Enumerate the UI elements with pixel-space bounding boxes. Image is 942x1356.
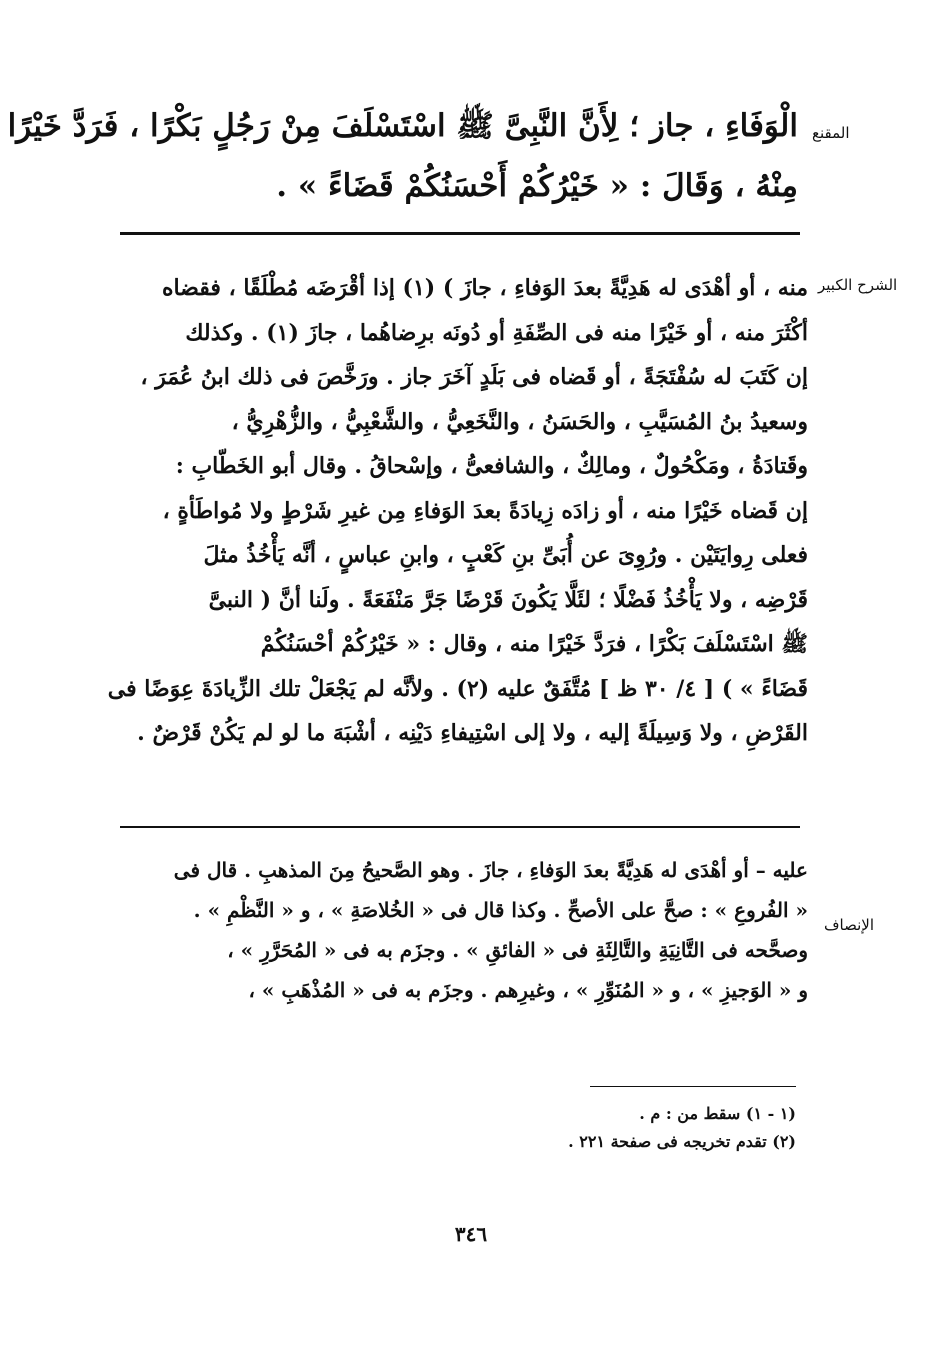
sharh-line: ﷺ اسْتَسْلَفَ بَكْرًا ، فرَدَّ خَيْرًا منه ، وقال : « خَيْرُكُمْ أحْسَنُكُمْ [260, 631, 808, 657]
sharh-line: قَرْضِه ، ولا يَأْخُذُ فَضْلًا ؛ لئَلَّا يَكُونَ قَرْضًا جَرَّ مَنْفَعَةً . ولَنا أنَّ ( النبىَّ [208, 586, 808, 613]
footnote-1: (١ - ١) سقط من : م . [639, 1104, 796, 1123]
sharh-line: فعلى رِوايَتَيْن . ورُوِىَ عن أُبَىِّ بنِ كَعْبٍ ، وابنِ عباسٍ ، أنَّه يَأْخُذُ مثلَ [203, 542, 808, 568]
muqni-text [7, 96, 798, 216]
footnote-2: (٢) تقدم تخريجه فى صفحة ٢٢١ . [568, 1132, 796, 1151]
section-divider-top [120, 232, 800, 235]
footnotes [430, 1100, 796, 1156]
insaf-line: و « الوَجيزِ » ، و « المُنَوِّرِ » ، وغيرِهم . وجزَم به فى « المُذْهَبِ » ، [248, 978, 808, 1002]
sharh-line: إن قَضاه خَيْرًا منه ، أو زادَه زِيادَةً بعدَ الوَفاءِ مِن غيرِ شَرْطٍ ولا مُواطَأةٍ ، [162, 497, 808, 524]
sharh-line: أكْثَرَ منه ، أو خَيْرًا منه فى الصِّفَةِ أو دُونَه برِضاهُما ، جازَ (١) . وكذلك [185, 319, 808, 346]
sharh-line: وسعيدُ بنُ المُسَيَّبِ ، والحَسَنُ ، والنَّخَعِيُّ ، والشَّعْبِيُّ ، والزُّهْرِيُّ ، [231, 408, 808, 435]
insaf-text [118, 850, 808, 1010]
section-label-muqni: المقنع [812, 124, 850, 142]
sharh-line: وقَتادَةُ ، ومَكْحُولٌ ، ومالِكٌ ، والشافعىُّ ، وإسْحاقُ . وقال أبو الخَطّابِ : [175, 453, 808, 479]
section-label-sharh: الشرح الكبير [818, 276, 898, 294]
muqni-line-1: الْوَفَاءِ ، جاز ؛ لِأَنَّ النَّبِىَّ ﷺ اسْتَسْلَفَ مِنْ رَجُلٍ بَكْرًا ، فَرَدَّ خَيْرًا [7, 108, 798, 144]
sharh-text [107, 266, 808, 756]
muqni-line-2: مِنْهُ ، وَقَالَ : « خَيْرُكُمْ أَحْسَنُكُمْ قَضَاءً » . [276, 168, 798, 204]
page-number: ٣٤٦ [454, 1222, 488, 1246]
insaf-line: « الفُروعِ » : صحَّ على الأصحِّ . وكذا قال فى « الخُلاصَةِ » ، و « النَّظْمِ » . [193, 898, 808, 922]
sharh-line: إن كَتَبَ له سُفْتَجَةً ، أو قَضاه فى بَلَدٍ آخَرَ جاز . ورَخَّصَ فى ذلك ابنُ عُمَرَ ، [140, 364, 808, 390]
section-label-insaf: الإنصاف [824, 916, 875, 934]
sharh-line: منه ، أو أهْدَى له هَدِيَّةً بعدَ الوَفاءِ ، جازَ ) (١) إذا أقْرَضَه مُطْلَقًا ، فقضاه [161, 275, 808, 301]
insaf-line: وصحَّحه فى التَّانِيَةِ والتَّالِثَةِ فى « الفائقِ » . وجزَم به فى « المُحَرَّرِ » ، [227, 938, 808, 962]
section-divider-bottom [120, 826, 800, 828]
footnote-rule [590, 1086, 796, 1087]
insaf-line: عليه – أو أهْدَى له هَدِيَّةً بعدَ الوَفاءِ ، جازَ . وهو الصَّحيحُ مِنَ المذهبِ . قال فى [173, 858, 808, 882]
sharh-line: القَرْضِ ، ولا وَسِيلَةً إليه ، ولا إلى اسْتِيفاءِ دَيْنِه ، أشْبَهَ ما لو لم يَكُنْ قَرْضٌ . [137, 720, 808, 746]
sharh-line: قَضَاءً » ) [ ٤/ ٣٠ ظ ] مُتَّفَقٌ عليه (٢) . ولأنَّه لم يَجْعَلْ تلك الزِّيادَةَ عِوَضًا فى [107, 675, 808, 702]
